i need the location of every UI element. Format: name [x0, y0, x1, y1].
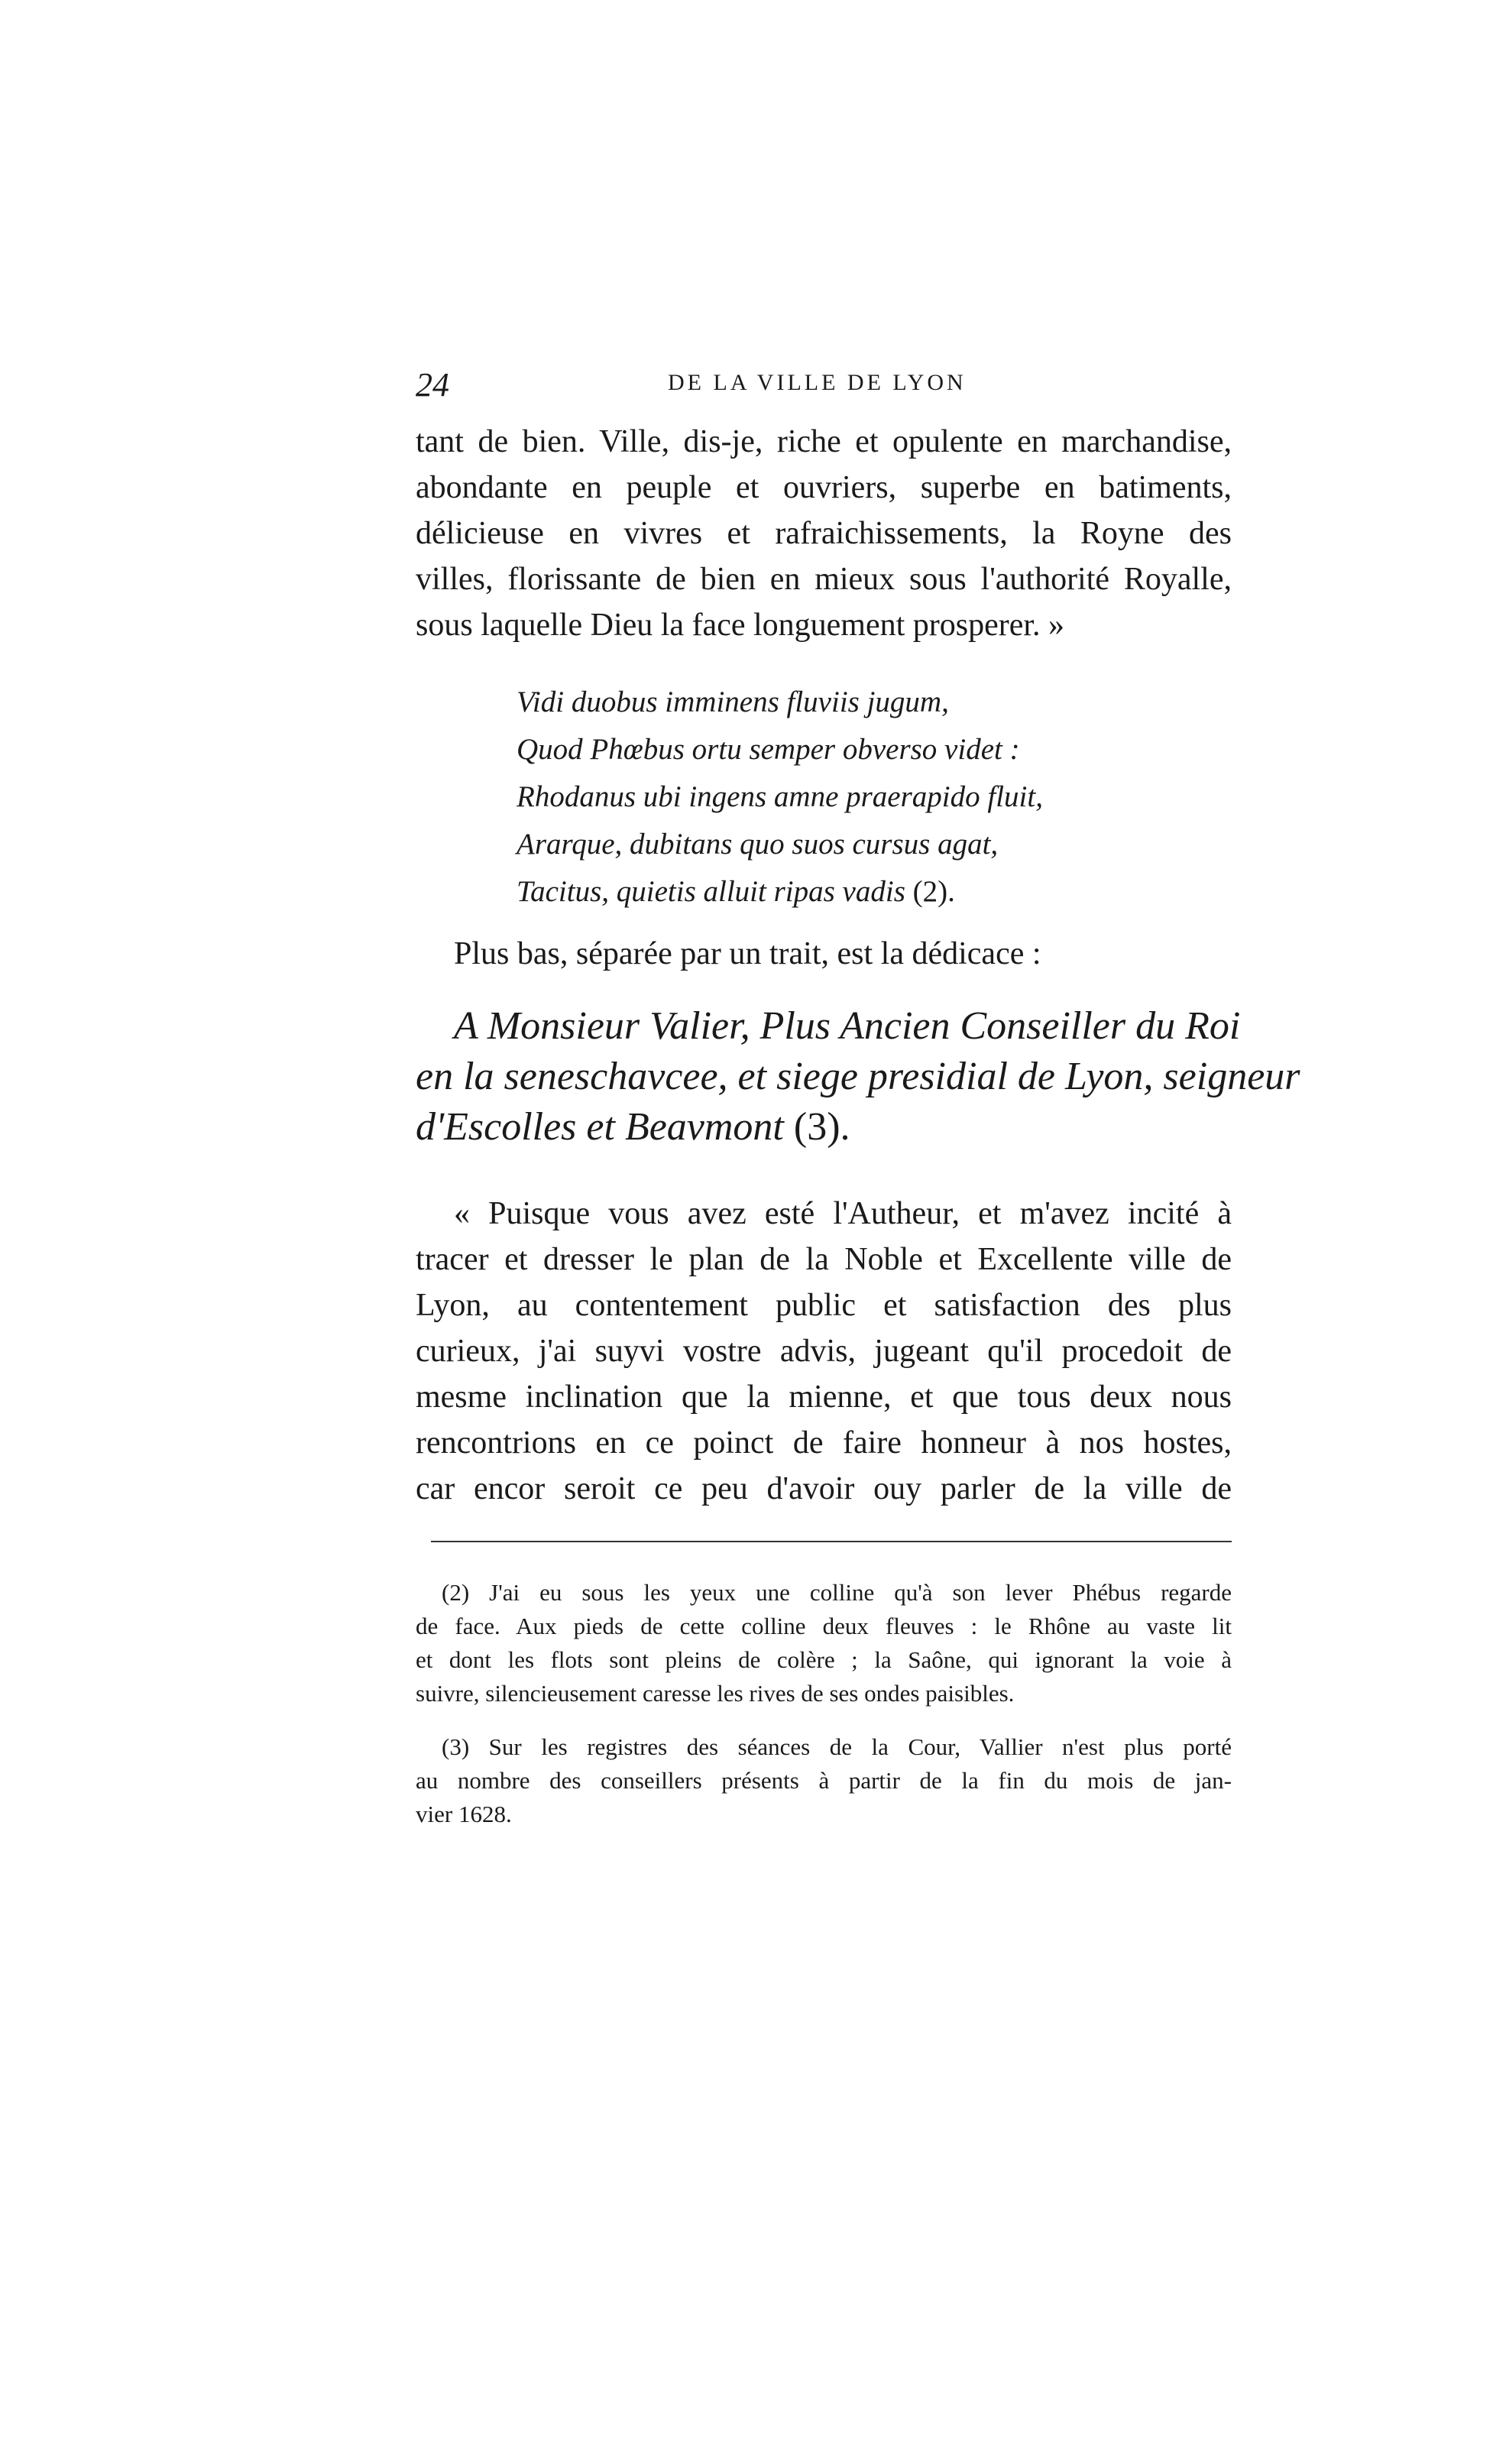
page-header — [416, 365, 1232, 411]
footnote-line: au nombre des conseillers présents à partir de la fin du mois de jan- — [416, 1767, 1232, 1794]
page-number: 24 — [416, 366, 449, 404]
dedication-text: d'Escolles et Beavmont — [416, 1105, 784, 1149]
running-head: DE LA VILLE DE LYON — [668, 370, 967, 395]
footnote-ref: (3). — [783, 1105, 850, 1149]
footnote-3 — [416, 1730, 1232, 1831]
text-line: rencontrions en ce poinct de faire honneur à nos hostes, — [416, 1425, 1232, 1461]
footnote-line: vier 1628. — [416, 1801, 512, 1827]
text-line: villes, florissante de bien en mieux sous l'authorité Royalle, — [416, 562, 1232, 597]
dedication-line-last — [416, 1102, 1232, 1153]
verse-line: Vidi duobus imminens fluviis jugum, — [517, 686, 949, 718]
footnote-line: de face. Aux pieds de cette colline deux fleuves : le Rhône au vaste lit — [416, 1613, 1232, 1639]
text-line: tant de bien. Ville, dis-je, riche et opulente en marchandise, — [416, 424, 1232, 459]
footnote-rule — [431, 1541, 1232, 1542]
text-line: délicieuse en vivres et rafraichissements, la Royne des — [416, 516, 1232, 551]
text-line: curieux, j'ai suyvi vostre advis, jugeant qu'il procedoit de — [416, 1334, 1232, 1369]
text-line: car encor seroit ce peu d'avoir ouy parler de la ville de — [416, 1471, 1232, 1506]
latin-verse — [517, 679, 1043, 916]
paragraph-1 — [416, 419, 1232, 648]
verse-line-last — [517, 868, 1043, 916]
text-line: Lyon, au contentement public et satisfaction des plus — [416, 1288, 1232, 1323]
footnote-line: suivre, silencieusement caresse les rives de ses ondes paisibles. — [416, 1680, 1015, 1707]
verse-text: Tacitus, quietis alluit ripas vadis — [517, 875, 905, 908]
footnote-line: (2) J'ai eu sous les yeux une colline qu'à son lever Phébus regarde — [442, 1579, 1232, 1606]
footnote-line: et dont les flots sont pleins de colère ; la Saône, qui ignorant la voie à — [416, 1646, 1232, 1673]
footnote-2 — [416, 1576, 1232, 1710]
text-line: « Puisque vous avez esté l'Autheur, et m'avez incité à — [454, 1196, 1232, 1231]
footnote-ref: (2). — [905, 875, 955, 908]
paragraph-2 — [416, 1191, 1232, 1512]
text-line: abondante en peuple et ouvriers, superbe en batiments, — [416, 470, 1232, 505]
footnote-line: (3) Sur les registres des séances de la Cour, Vallier n'est plus porté — [442, 1733, 1232, 1760]
verse-line: Quod Phœbus ortu semper obverso videt : — [517, 733, 1020, 766]
dedication — [416, 1001, 1300, 1153]
dedication-line: en la seneschavcee, et siege presidial de Lyon, seigneur — [416, 1055, 1300, 1098]
text-line: sous laquelle Dieu la face longuement prosperer. » — [416, 608, 1065, 643]
dedication-line: A Monsieur Valier, Plus Ancien Conseiller du Roi — [454, 1004, 1241, 1048]
verse-line: Ararque, dubitans quo suos cursus agat, — [517, 828, 999, 861]
intro-line: Plus bas, séparée par un trait, est la dédicace : — [454, 936, 1041, 971]
text-line: mesme inclination que la mienne, et que tous deux nous — [416, 1380, 1232, 1415]
text-line: tracer et dresser le plan de la Noble et Excellente ville de — [416, 1242, 1232, 1277]
verse-line: Rhodanus ubi ingens amne praerapido fluit, — [517, 780, 1043, 813]
